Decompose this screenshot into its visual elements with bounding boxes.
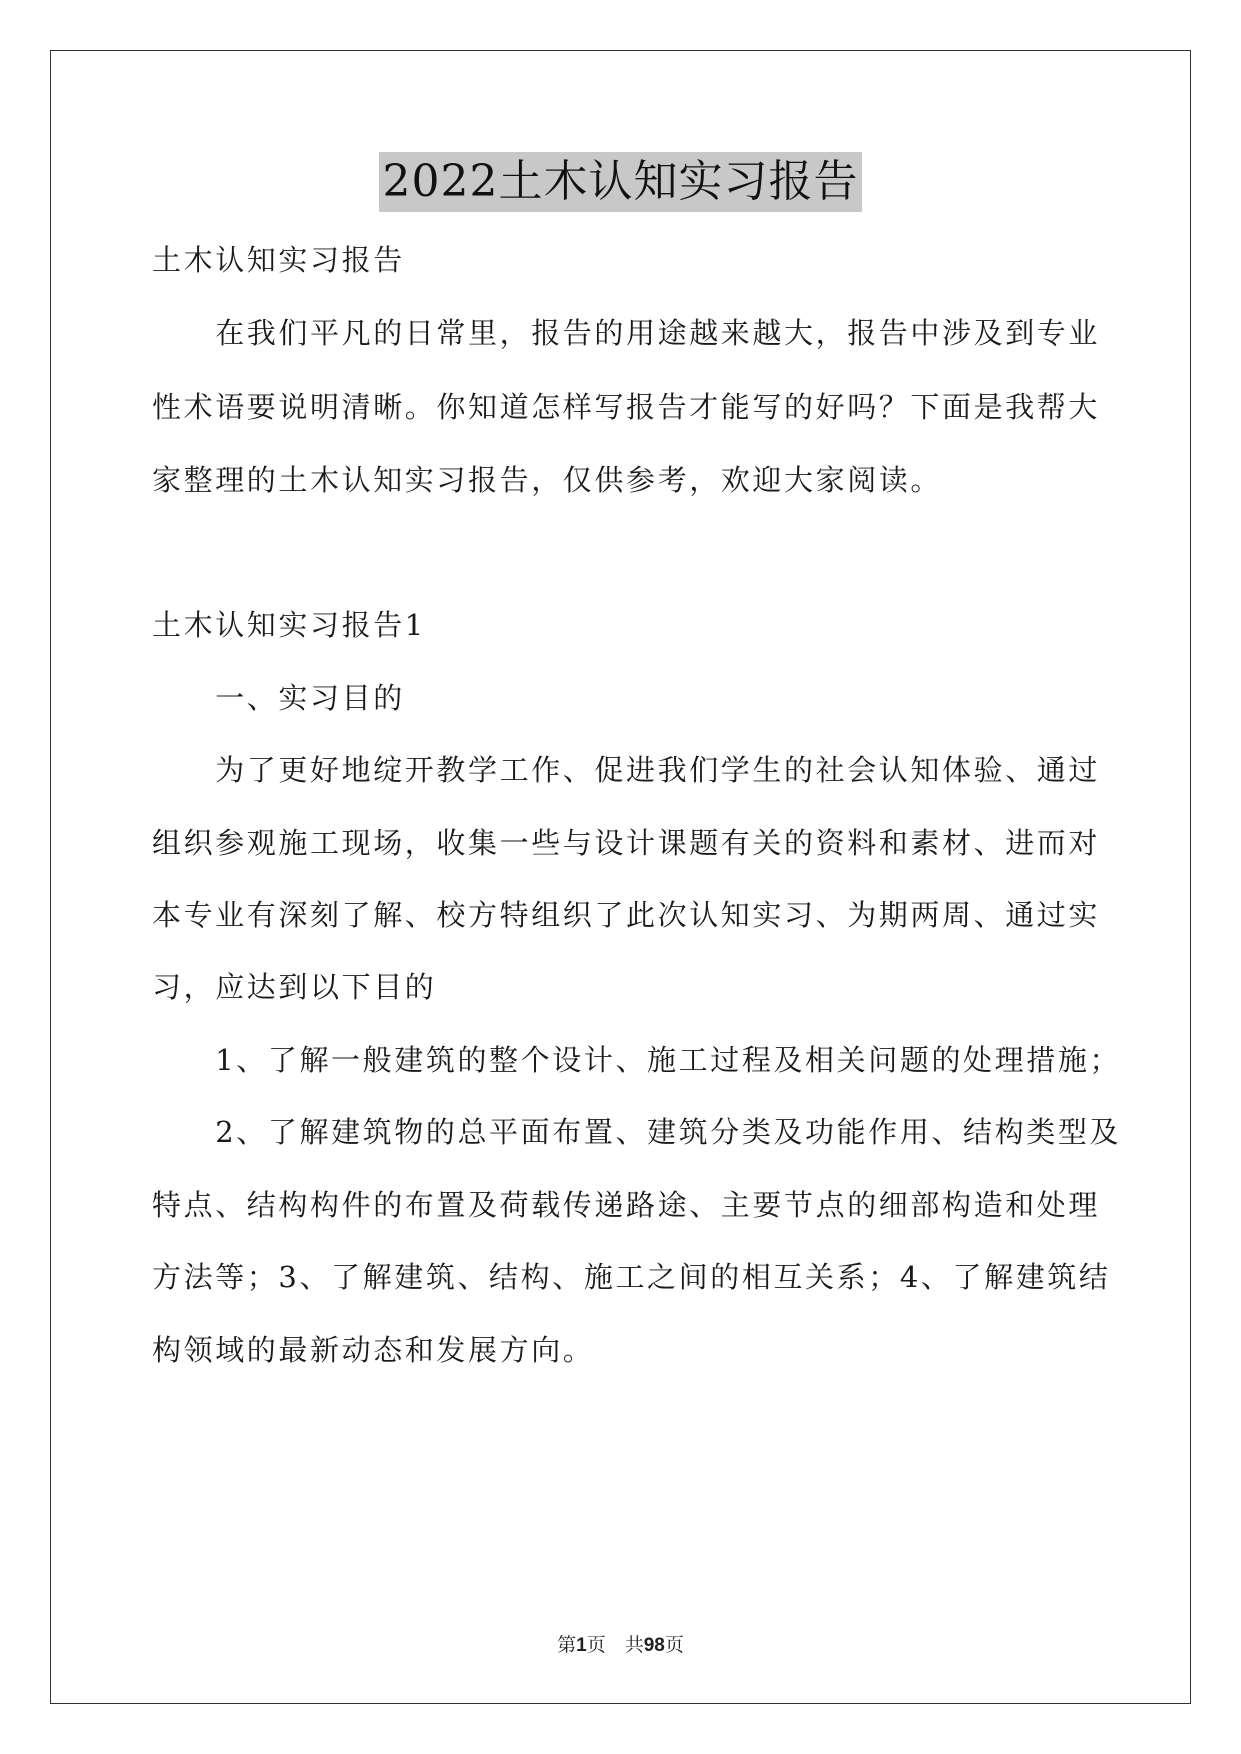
body-line: 在我们平凡的日常里，报告的用途越来越大，报告中涉及到专业 — [152, 316, 1101, 350]
body-line: 2、了解建筑物的总平面布置、建筑分类及功能作用、结构类型及 — [152, 1115, 1122, 1149]
page-suffix: 页 — [664, 1634, 684, 1656]
document-title: 2022土木认知实习报告 — [379, 152, 863, 212]
body-line: 构领域的最新动态和发展方向。 — [152, 1333, 595, 1367]
section-heading: 土木认知实习报告1 — [152, 608, 426, 642]
section-heading: 土木认知实习报告 — [152, 243, 405, 277]
page-prefix: 第 — [557, 1634, 577, 1656]
body-line: 方法等；3、了解建筑、结构、施工之间的相互关系；4、了解建筑结 — [152, 1260, 1111, 1294]
page-number-current: 1 — [576, 1635, 587, 1656]
body-line: 特点、结构构件的布置及荷载传递路途、主要节点的细部构造和处理 — [152, 1188, 1101, 1222]
page-mid: 页 共 — [586, 1634, 644, 1656]
title-container — [0, 152, 1241, 212]
body-line: 性术语要说明清晰。你知道怎样写报告才能写的好吗？下面是我帮大 — [152, 390, 1101, 424]
body-line: 为了更好地绽开教学工作、促进我们学生的社会认知体验、通过 — [152, 753, 1101, 787]
body-line: 组织参观施工现场，收集一些与设计课题有关的资料和素材、进而对 — [152, 826, 1101, 860]
page-footer — [0, 1632, 1241, 1659]
body-line: 1、了解一般建筑的整个设计、施工过程及相关问题的处理措施； — [152, 1043, 1122, 1077]
body-line: 本专业有深刻了解、校方特组织了此次认知实习、为期两周、通过实 — [152, 898, 1101, 932]
page-number-total: 98 — [643, 1635, 665, 1656]
body-line: 家整理的土木认知实习报告，仅供参考，欢迎大家阅读。 — [152, 463, 943, 497]
body-line: 习，应达到以下目的 — [152, 970, 437, 1004]
subsection-heading: 一、实习目的 — [152, 681, 405, 715]
page-border — [50, 50, 1191, 1704]
